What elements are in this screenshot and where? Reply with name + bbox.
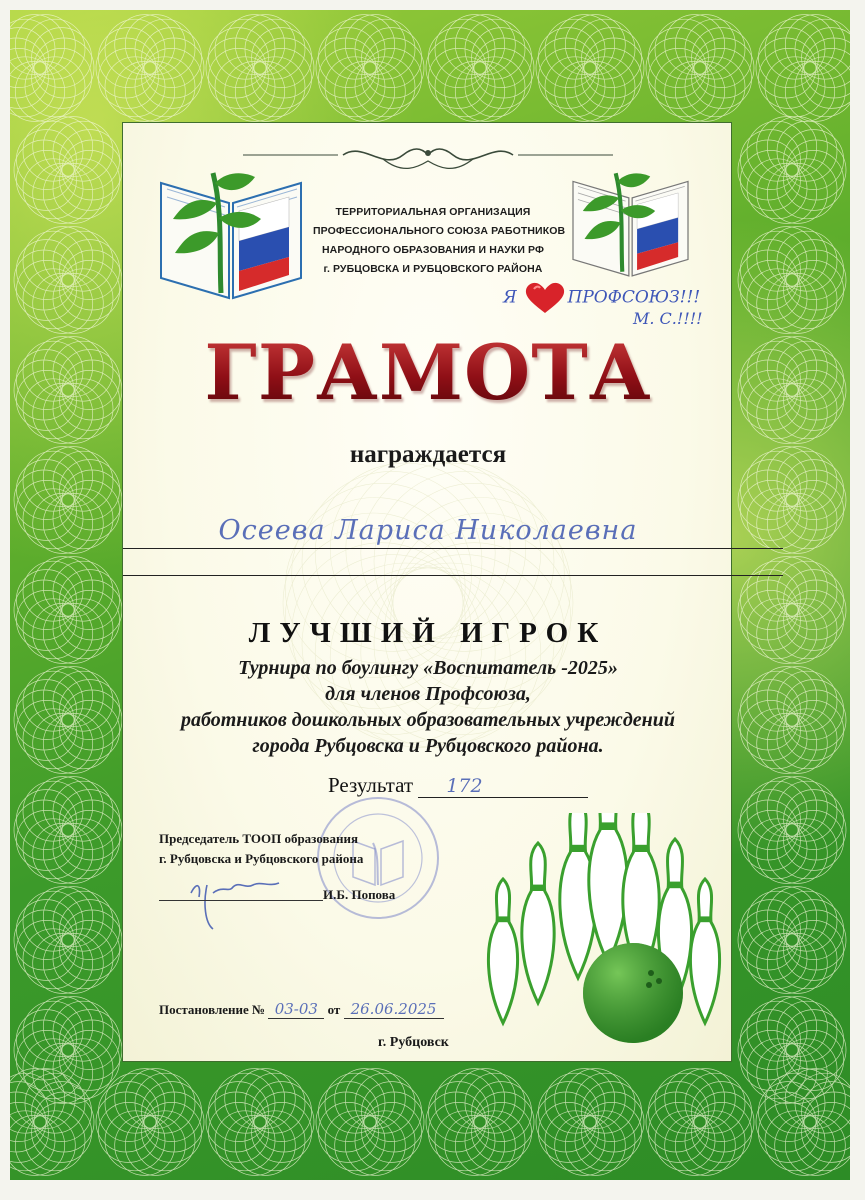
description-line-4: города Рубцовска и Рубцовского района. xyxy=(252,735,604,757)
result-value: 172 xyxy=(418,775,588,798)
organization-name xyxy=(313,203,566,279)
union-logo-left xyxy=(151,163,311,303)
handwritten-signature xyxy=(183,863,303,933)
signatory-name: И.Б. Попова xyxy=(323,887,396,902)
name-underline xyxy=(123,548,783,549)
slogan-prefix: Я xyxy=(503,287,517,308)
signatory-position-line-1: Председатель ТООП образования xyxy=(159,831,359,846)
decree-date: 26.06.2025 xyxy=(344,1000,444,1019)
signatory-position-line-2: г. Рубцовска и Рубцовского района xyxy=(159,851,364,866)
certificate-inner-panel xyxy=(122,122,732,1062)
decree-row xyxy=(159,1000,444,1019)
decree-number: 03-03 xyxy=(268,1000,324,1019)
organization-line-2: ПРОФЕССИОНАЛЬНОГО СОЮЗА РАБОТНИКОВ xyxy=(313,225,566,237)
union-logo-right xyxy=(563,165,698,280)
award-title: ЛУЧШИЙ ИГРОК xyxy=(248,617,608,649)
decree-date-label: от xyxy=(327,1002,341,1017)
center-guilloche-watermark xyxy=(278,453,578,753)
slogan-suffix: ПРОФСОЮЗ!!! xyxy=(567,287,701,308)
organization-line-3: НАРОДНОГО ОБРАЗОВАНИЯ И НАУКИ РФ xyxy=(321,244,545,256)
description-line-3: работников дошкольных образовательных учреждений xyxy=(181,709,675,731)
description-line-2: для членов Профсоюза, xyxy=(325,683,531,705)
certificate-title: ГРАМОТА xyxy=(123,333,733,413)
name-second-line xyxy=(123,575,783,576)
awarded-label: награждается xyxy=(349,441,507,468)
slogan-initials: М. С.!!!! xyxy=(633,309,703,328)
organization-line-1: ТЕРРИТОРИАЛЬНАЯ ОРГАНИЗАЦИЯ xyxy=(335,206,531,218)
certificate xyxy=(10,10,850,1180)
city: г. Рубцовск xyxy=(378,1035,449,1050)
result-label: Результат xyxy=(328,773,414,797)
organization-line-4: г. РУБЦОВСКА И РУБЦОВСКОГО РАЙОНА xyxy=(323,263,543,275)
bowling-pins-illustration xyxy=(483,813,733,1053)
signature-line xyxy=(159,900,323,901)
description-line-1: Турнира по боулингу «Воспитатель -2025» xyxy=(238,657,618,679)
recipient-name: Осеева Лариса Николаевна xyxy=(218,515,638,546)
heart-icon xyxy=(524,281,566,315)
decree-label: Постановление № xyxy=(159,1002,266,1017)
